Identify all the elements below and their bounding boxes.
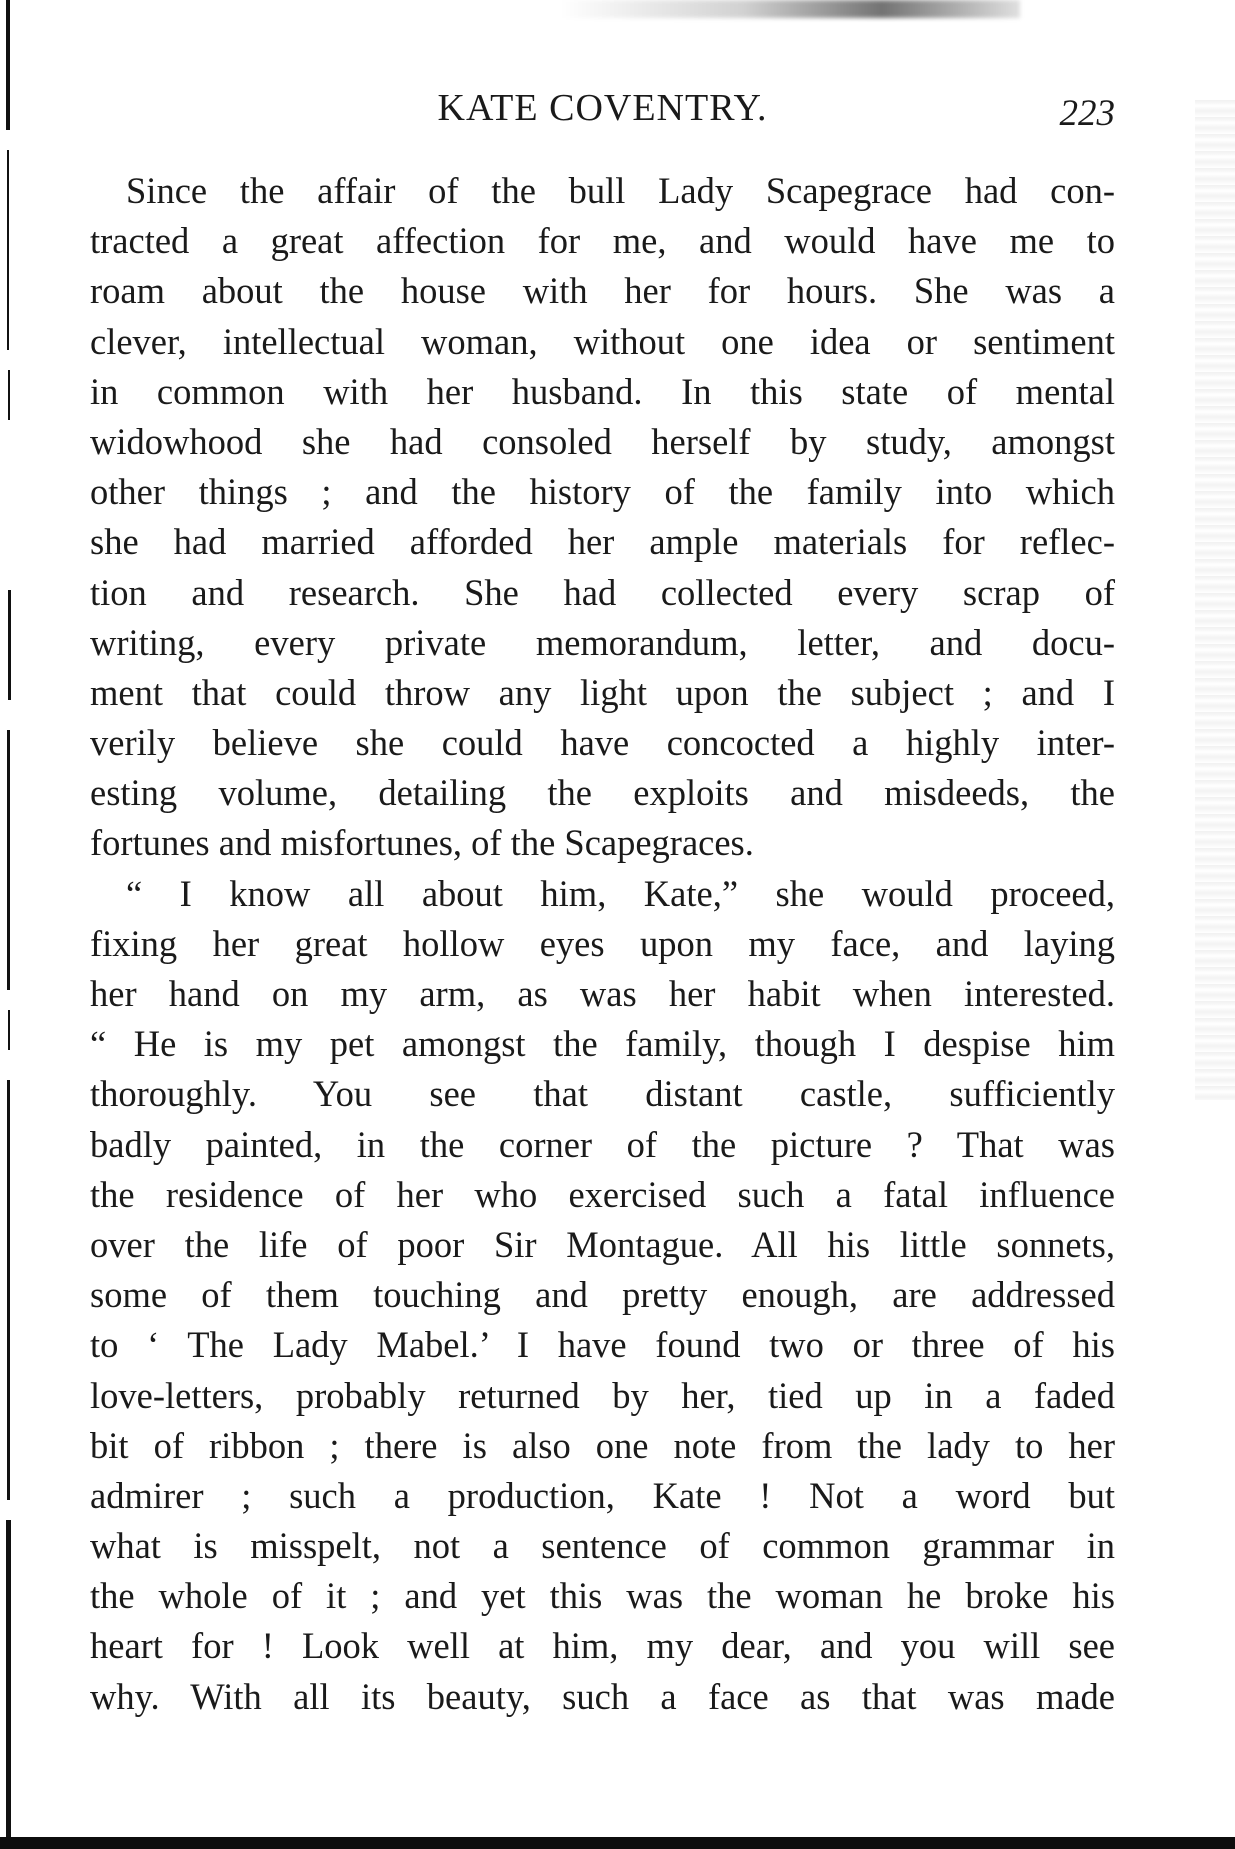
text-line: widowhood she had consoled herself by study, amongst [90,420,1115,462]
scan-bottom-edge [0,1837,1235,1849]
text-line: heart for ! Look well at him, my dear, and you will see [90,1625,1115,1667]
text-line: her hand on my arm, as was her habit when interested. [90,973,1115,1014]
text-line: “ He is my pet amongst the family, though I despise him [90,1023,1115,1065]
text-line: to ‘ The Lady Mabel.’ I have found two or three of his [90,1324,1115,1366]
text-line: over the life of poor Sir Montague. All his little sonnets, [90,1223,1115,1265]
text-line: some of them touching and pretty enough, are addressed [90,1274,1115,1316]
scan-speckle [1195,100,1235,1100]
text-line: she had married afforded her ample materials for reflec- [90,521,1115,563]
text-line: love-letters, probably returned by her, tied up in a faded [90,1374,1115,1416]
text-line: thoroughly. You see that distant castle, sufficiently [90,1073,1115,1115]
text-line: bit of ribbon ; there is also one note from the lady to her [90,1424,1115,1466]
page-header [90,86,1115,136]
text-line: what is misspelt, not a sentence of common grammar in [90,1525,1115,1567]
text-line: verily believe she could have concocted a highly inter- [90,722,1115,764]
text-line: admirer ; such a production, Kate ! Not a word but [90,1474,1115,1516]
text-line: roam about the house with her for hours. She was a [90,270,1115,312]
page-number: 223 [1059,93,1115,134]
scan-smudge [560,0,1020,18]
text-line: other things ; and the history of the family into which [90,471,1115,513]
text-line: “ I know all about him, Kate,” she would proceed, [126,872,1115,914]
text-line: clever, intellectual woman, without one idea or sentiment [90,320,1115,362]
text-line: ment that could throw any light upon the subject ; and I [90,671,1115,713]
text-line: Since the affair of the bull Lady Scapegrace had con- [126,170,1115,211]
body-text [90,166,1115,1722]
text-line: the whole of it ; and yet this was the woman he broke his [90,1575,1115,1617]
scan-left-edge [6,0,14,1849]
text-line: tracted a great affection for me, and would have me to [90,220,1115,262]
text-line: fortunes and misfortunes, of the Scapegraces. [90,822,754,864]
text-line: why. With all its beauty, such a face as that was made [90,1675,1115,1717]
text-line: badly painted, in the corner of the picture ? That was [90,1123,1115,1165]
running-title: KATE COVENTRY. [437,87,768,129]
text-line: esting volume, detailing the exploits and misdeeds, the [90,772,1115,814]
text-line: tion and research. She had collected every scrap of [90,571,1115,613]
text-line: the residence of her who exercised such a fatal influence [90,1173,1115,1215]
text-line: fixing her great hollow eyes upon my face, and laying [90,922,1115,964]
text-line: writing, every private memorandum, letter, and docu- [90,621,1115,663]
text-line: in common with her husband. In this state of mental [90,370,1115,412]
